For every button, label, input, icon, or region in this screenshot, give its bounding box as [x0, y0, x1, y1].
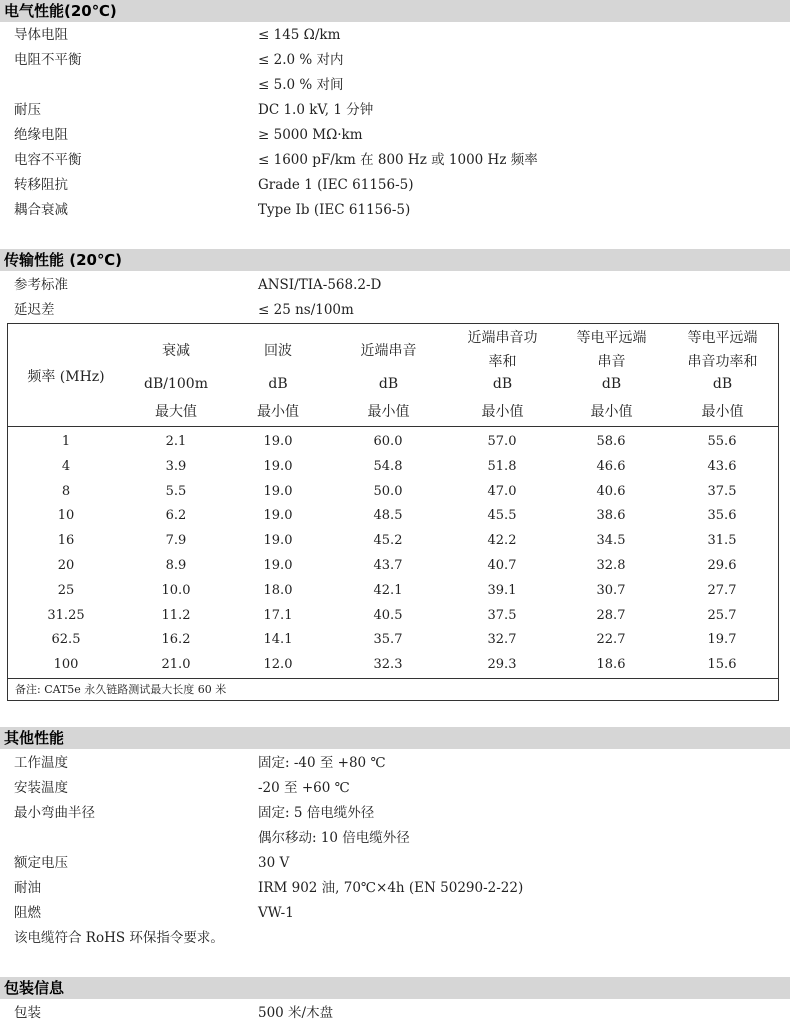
table-cell: 27.7	[707, 582, 737, 598]
header-next	[328, 324, 449, 426]
table-row	[8, 627, 778, 652]
table-cell: 51.8	[487, 458, 517, 474]
section-header-other: 其他性能	[0, 727, 790, 749]
table-cell: 19.0	[263, 558, 293, 573]
header-return-loss	[228, 324, 328, 426]
table-cell: 47.0	[487, 483, 517, 499]
header-line: dB	[601, 376, 622, 392]
table-cell: 45.5	[487, 508, 517, 524]
spec-row	[0, 901, 790, 926]
spec-row	[0, 1001, 790, 1026]
table-cell: 39.1	[487, 582, 517, 598]
table-cell: 10.0	[161, 582, 191, 598]
table-cell: 30.7	[596, 582, 626, 598]
table-cell: 29.3	[487, 657, 517, 673]
spec-value: DC 1.0 kV, 1 分钟	[258, 102, 374, 118]
table-cell: 32.3	[373, 657, 403, 673]
header-line: 频率 (MHz)	[27, 369, 105, 385]
spec-value: VW-1	[258, 905, 294, 921]
table-note: 备注: CAT5e 永久链路测试最大长度 60 米	[8, 678, 778, 700]
table-row	[8, 479, 778, 504]
section-header-transmission: 传输性能 (20℃)	[0, 249, 790, 271]
spec-value: 固定: 5 倍电缆外径	[258, 805, 375, 821]
table-cell: 3.9	[165, 458, 187, 474]
table-cell: 32.8	[596, 558, 626, 573]
table-row	[8, 503, 778, 528]
table-body	[8, 427, 778, 678]
table-cell: 42.2	[487, 533, 517, 549]
header-line: 最大值	[155, 404, 197, 420]
table-cell: 31.5	[707, 533, 737, 549]
header-line: dB/100m	[144, 376, 208, 392]
table-cell: 15.6	[707, 657, 737, 673]
table-cell: 17.1	[263, 607, 293, 623]
spec-value: IRM 902 油, 70℃×4h (EN 50290-2-22)	[258, 880, 524, 896]
table-cell: 43.6	[707, 458, 737, 474]
header-attenuation	[124, 324, 228, 426]
spec-value: ANSI/TIA-568.2-D	[258, 277, 382, 293]
header-line: dB	[378, 376, 399, 392]
table-cell: 31.25	[47, 607, 85, 623]
table-cell: 2.1	[165, 434, 187, 449]
table-row	[8, 652, 778, 677]
table-cell: 37.5	[707, 483, 737, 499]
table-cell: 20	[57, 558, 75, 573]
spec-row	[0, 851, 790, 876]
spec-row	[0, 751, 790, 776]
header-line: 最小值	[257, 404, 299, 420]
section-header-packaging: 包装信息	[0, 977, 790, 999]
spec-value: ≥ 5000 MΩ·km	[258, 127, 363, 143]
transmission-performance-table	[7, 323, 779, 701]
header-line: 最小值	[590, 404, 633, 420]
table-cell: 6.2	[165, 508, 187, 524]
spec-value: 偶尔移动: 10 倍电缆外径	[258, 830, 410, 846]
table-cell: 29.6	[707, 558, 737, 573]
spec-value: Grade 1 (IEC 61156-5)	[258, 177, 414, 193]
table-cell: 16	[57, 533, 75, 549]
table-cell: 18.6	[596, 657, 626, 673]
table-cell: 19.0	[263, 483, 293, 499]
spec-value: 500 米/木盘	[258, 1005, 334, 1021]
table-cell: 25.7	[707, 607, 737, 623]
header-line: 近端串音功	[467, 330, 538, 346]
header-line: 近端串音	[360, 343, 417, 359]
table-cell: 1	[61, 434, 71, 449]
table-cell: 7.9	[165, 533, 187, 549]
header-frequency	[8, 324, 124, 426]
table-cell: 18.0	[263, 582, 293, 598]
header-line: 等电平远端	[687, 330, 758, 346]
table-cell: 40.7	[487, 558, 517, 573]
table-cell: 50.0	[373, 483, 403, 499]
spec-row	[0, 801, 790, 826]
spec-label: 额定电压	[14, 855, 68, 871]
table-cell: 62.5	[51, 632, 81, 648]
table-cell: 8.9	[165, 558, 187, 573]
section-header-electrical: 电气性能(20℃)	[0, 0, 790, 22]
table-row	[8, 553, 778, 578]
table-row	[8, 603, 778, 628]
header-pselfext	[667, 324, 778, 426]
header-line: 率和	[488, 354, 517, 370]
spec-value: 30 V	[258, 855, 290, 871]
spec-value: ≤ 5.0 % 对间	[258, 77, 344, 93]
spec-label: 最小弯曲半径	[14, 805, 95, 821]
table-cell: 8	[61, 483, 71, 499]
spec-label: 电阻不平衡	[14, 52, 82, 68]
table-header	[8, 324, 778, 427]
header-line: 回波	[264, 343, 292, 359]
table-cell: 25	[57, 582, 75, 598]
spec-label: 阻燃	[14, 905, 41, 921]
header-line: dB	[712, 376, 733, 392]
table-cell: 19.7	[707, 632, 737, 648]
table-cell: 60.0	[373, 434, 403, 449]
spec-label: 绝缘电阻	[14, 127, 68, 143]
table-cell: 21.0	[161, 657, 191, 673]
spec-row	[0, 73, 790, 98]
table-cell: 42.1	[373, 582, 403, 598]
spec-row	[0, 876, 790, 901]
table-cell: 19.0	[263, 458, 293, 474]
header-line: 衰减	[162, 343, 190, 359]
spec-label: 参考标准	[14, 277, 68, 293]
table-cell: 4	[61, 458, 71, 474]
spec-value: ≤ 2.0 % 对内	[258, 52, 344, 68]
table-cell: 28.7	[596, 607, 626, 623]
header-line: 串音功率和	[687, 354, 758, 370]
spec-label: 包装	[14, 1005, 41, 1021]
table-cell: 37.5	[487, 607, 517, 623]
table-cell: 55.6	[707, 434, 737, 449]
header-line: 最小值	[701, 404, 744, 420]
table-cell: 58.6	[596, 434, 626, 449]
table-cell: 14.1	[263, 632, 293, 648]
spec-value: -20 至 +60 ℃	[258, 780, 350, 796]
spec-value: ≤ 1600 pF/km 在 800 Hz 或 1000 Hz 频率	[258, 152, 538, 168]
table-cell: 16.2	[161, 632, 191, 648]
spec-label: 延迟差	[14, 302, 55, 318]
table-cell: 48.5	[373, 508, 403, 524]
table-row	[8, 429, 778, 454]
table-cell: 34.5	[596, 533, 626, 549]
spec-label: 安装温度	[14, 780, 68, 796]
table-cell: 35.7	[373, 632, 403, 648]
table-cell: 32.7	[487, 632, 517, 648]
table-cell: 43.7	[373, 558, 403, 573]
table-cell: 22.7	[596, 632, 626, 648]
spec-label: 电容不平衡	[14, 152, 82, 168]
spec-row	[0, 123, 790, 148]
spec-label: 转移阻抗	[14, 177, 68, 193]
table-cell: 57.0	[487, 434, 517, 449]
table-cell: 11.2	[161, 607, 191, 623]
spec-row	[0, 48, 790, 73]
header-line: 最小值	[367, 404, 410, 420]
header-line: dB	[492, 376, 513, 392]
spec-row	[0, 98, 790, 123]
header-line: 串音	[597, 354, 626, 370]
spec-row	[0, 173, 790, 198]
spec-row	[0, 198, 790, 223]
table-cell: 40.5	[373, 607, 403, 623]
spec-value: 固定: -40 至 +80 ℃	[258, 755, 386, 771]
spec-row	[0, 148, 790, 173]
header-elfext	[556, 324, 667, 426]
header-psnext	[449, 324, 556, 426]
spec-label: 耦合衰减	[14, 202, 68, 218]
header-line: 等电平远端	[576, 330, 647, 346]
table-cell: 38.6	[596, 508, 626, 524]
spec-row	[0, 298, 790, 323]
spec-label: 耐油	[14, 880, 41, 896]
spec-value: ≤ 25 ns/100m	[258, 302, 354, 318]
header-line: 最小值	[481, 404, 524, 420]
spec-value: ≤ 145 Ω/km	[258, 27, 341, 43]
spec-label: 耐压	[14, 102, 41, 118]
table-cell: 100	[53, 657, 79, 673]
table-cell: 46.6	[596, 458, 626, 474]
table-cell: 40.6	[596, 483, 626, 499]
spec-row	[0, 776, 790, 801]
spec-row	[0, 273, 790, 298]
table-cell: 5.5	[165, 483, 187, 499]
header-line: dB	[268, 376, 288, 392]
spec-label: 工作温度	[14, 755, 68, 771]
spec-row	[0, 826, 790, 851]
spec-value: Type Ib (IEC 61156-5)	[258, 202, 411, 218]
spec-label: 导体电阻	[14, 27, 68, 43]
table-cell: 35.6	[707, 508, 737, 524]
spec-row	[0, 23, 790, 48]
table-cell: 19.0	[263, 533, 293, 549]
table-cell: 54.8	[373, 458, 403, 474]
table-cell: 12.0	[263, 657, 293, 673]
table-row	[8, 454, 778, 479]
table-cell: 45.2	[373, 533, 403, 549]
compliance-text: 该电缆符合 RoHS 环保指令要求。	[14, 930, 224, 946]
table-cell: 10	[57, 508, 75, 524]
table-cell: 19.0	[263, 434, 293, 449]
table-cell: 19.0	[263, 508, 293, 524]
table-row	[8, 528, 778, 553]
compliance-row	[0, 926, 790, 951]
table-row	[8, 578, 778, 603]
